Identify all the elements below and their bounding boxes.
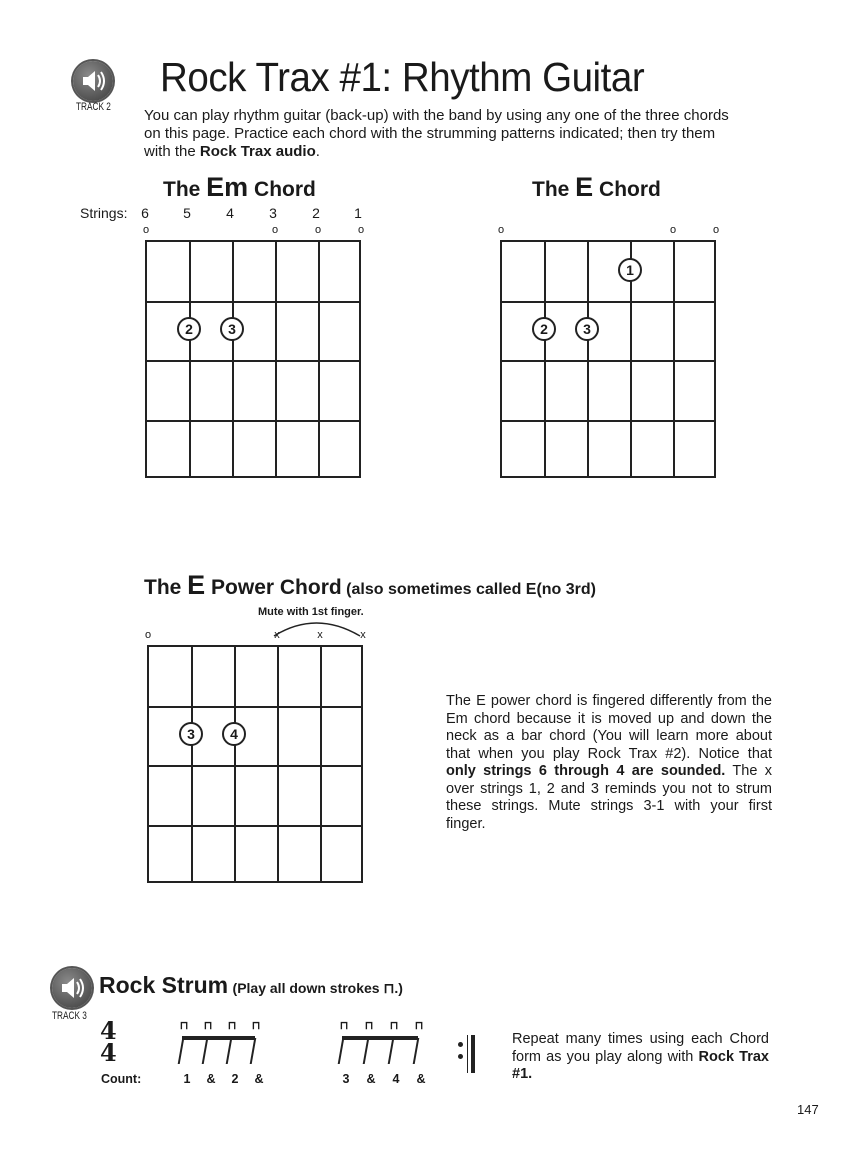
count-label: Count: xyxy=(101,1072,142,1086)
note-stem xyxy=(413,1038,420,1064)
repeat-bold: Rock Trax #1. xyxy=(512,1048,769,1082)
muted-string-marker: x xyxy=(360,629,366,641)
barline-thick xyxy=(471,1035,475,1073)
audio-track-2-icon[interactable] xyxy=(73,61,113,101)
note-stem xyxy=(388,1038,395,1064)
finger-dot: 1 xyxy=(618,258,642,282)
note-stem xyxy=(363,1038,370,1064)
intro-text-end: . xyxy=(315,143,320,160)
string-number: 4 xyxy=(226,205,234,221)
downstroke-icon: ⊓ xyxy=(179,1020,189,1032)
track-label: TRACK 3 xyxy=(52,1010,87,1022)
string-line xyxy=(320,647,322,881)
repeat-dot xyxy=(458,1042,463,1047)
open-string-marker: o xyxy=(314,224,322,236)
audio-track-3-icon[interactable] xyxy=(52,968,92,1008)
heading-pre: The xyxy=(163,178,207,201)
count-beat: 4 xyxy=(392,1072,400,1086)
fretboard-grid xyxy=(500,240,716,478)
muted-string-marker: x xyxy=(274,629,280,641)
count-beat: 3 xyxy=(342,1072,350,1086)
fret-line xyxy=(149,825,361,827)
open-string-marker: o xyxy=(271,224,279,236)
beam xyxy=(182,1036,255,1040)
fret-line xyxy=(149,765,361,767)
strings-label: Strings: xyxy=(80,205,128,221)
count-beat: & xyxy=(416,1072,426,1086)
string-number: 5 xyxy=(183,205,191,221)
rock-strum-heading xyxy=(99,972,403,999)
page-number: 147 xyxy=(797,1102,819,1117)
fret-line xyxy=(147,420,359,422)
string-number: 3 xyxy=(269,205,277,221)
downstroke-icon: ⊓ xyxy=(389,1020,399,1032)
count-beat: & xyxy=(206,1072,216,1086)
heading-suffix: (also sometimes called E(no 3rd) xyxy=(341,581,596,598)
strum-title: Rock Strum xyxy=(99,972,229,998)
fretboard-grid xyxy=(147,645,363,883)
time-signature xyxy=(100,1016,117,1067)
string-number: 1 xyxy=(354,205,362,221)
time-sig-bottom: 4 xyxy=(100,1038,117,1067)
downstroke-icon: ⊓ xyxy=(364,1020,374,1032)
string-line xyxy=(673,242,675,476)
repeat-text: Repeat many times using each Chord form as you play along with xyxy=(512,1031,769,1065)
count-beat: 2 xyxy=(231,1072,239,1086)
open-string-marker: o xyxy=(144,629,152,641)
chord-name: Em xyxy=(206,172,249,202)
string-line xyxy=(275,242,277,476)
open-string-marker: o xyxy=(357,224,365,236)
note-stem xyxy=(202,1038,209,1064)
fret-line xyxy=(147,360,359,362)
downstroke-icon: ⊓ xyxy=(339,1020,349,1032)
chord-name: E xyxy=(187,570,206,600)
e-chord-heading xyxy=(532,172,661,203)
intro-text-body: You can play rhythm guitar (back-up) with the band by using any one of the three chords on this page. Practice each chord with the strumming patterns indicated; then try them with the xyxy=(144,107,729,160)
mute-note: Mute with 1st finger. xyxy=(258,606,364,618)
open-string-marker: o xyxy=(712,224,720,236)
finger-dot: 2 xyxy=(177,317,201,341)
downstroke-icon: ⊓ xyxy=(203,1020,213,1032)
page-title: Rock Trax #1: Rhythm Guitar xyxy=(160,54,645,100)
string-number: 6 xyxy=(141,205,149,221)
heading-pre: The xyxy=(532,178,576,201)
string-line xyxy=(544,242,546,476)
open-string-marker: o xyxy=(497,224,505,236)
heading-post: Chord xyxy=(593,178,661,201)
heading-pre: The xyxy=(144,576,188,599)
desc-text-end: The x over strings 1, 2 and 3 reminds you not to strum these strings. Mute strings 3-1 with your first finger. xyxy=(446,763,773,832)
power-chord-description xyxy=(446,693,772,833)
fretboard-grid xyxy=(145,240,361,478)
finger-dot: 4 xyxy=(222,722,246,746)
string-line xyxy=(189,242,191,476)
intro-text-bold: Rock Trax audio xyxy=(199,143,316,160)
count-beat: & xyxy=(366,1072,376,1086)
barline-thin xyxy=(467,1035,468,1073)
desc-text: The E power chord is fingered differently from the Em chord because it is moved up and down the neck as a bar chord (You will learn more about that when you play Rock Trax #2). Notice that xyxy=(446,693,772,762)
fret-line xyxy=(502,360,714,362)
finger-dot: 3 xyxy=(575,317,599,341)
downstroke-icon: ⊓ xyxy=(414,1020,424,1032)
open-string-marker: o xyxy=(142,224,150,236)
heading-post: Chord xyxy=(248,178,316,201)
em-chord-heading xyxy=(163,172,316,203)
string-line xyxy=(234,647,236,881)
note-stem xyxy=(178,1038,185,1064)
string-line xyxy=(191,647,193,881)
string-line xyxy=(277,647,279,881)
downstroke-icon: ⊓ xyxy=(251,1020,261,1032)
open-string-marker: o xyxy=(669,224,677,236)
repeat-instructions xyxy=(512,1031,769,1084)
count-beat: 1 xyxy=(183,1072,191,1086)
string-number: 2 xyxy=(312,205,320,221)
beam xyxy=(342,1036,418,1040)
note-stem xyxy=(250,1038,257,1064)
count-beat: & xyxy=(254,1072,264,1086)
fret-line xyxy=(502,420,714,422)
intro-text xyxy=(144,107,744,161)
muted-string-marker: x xyxy=(317,629,323,641)
time-sig-top: 4 xyxy=(100,1016,117,1045)
note-stem xyxy=(226,1038,233,1064)
fret-line xyxy=(147,301,359,303)
finger-dot: 3 xyxy=(220,317,244,341)
track-label: TRACK 2 xyxy=(76,101,111,113)
e-power-chord-heading xyxy=(144,570,596,601)
finger-dot: 3 xyxy=(179,722,203,746)
heading-post: Power Chord xyxy=(205,576,342,599)
note-stem xyxy=(338,1038,345,1064)
chord-name: E xyxy=(575,172,594,202)
fret-line xyxy=(149,706,361,708)
string-line xyxy=(318,242,320,476)
desc-bold: only strings 6 through 4 are sounded. xyxy=(446,763,726,779)
string-line xyxy=(587,242,589,476)
downstroke-icon: ⊓ xyxy=(227,1020,237,1032)
string-line xyxy=(232,242,234,476)
fret-line xyxy=(502,301,714,303)
repeat-dot xyxy=(458,1054,463,1059)
strum-subtitle: (Play all down strokes ⊓.) xyxy=(232,980,403,996)
finger-dot: 2 xyxy=(532,317,556,341)
